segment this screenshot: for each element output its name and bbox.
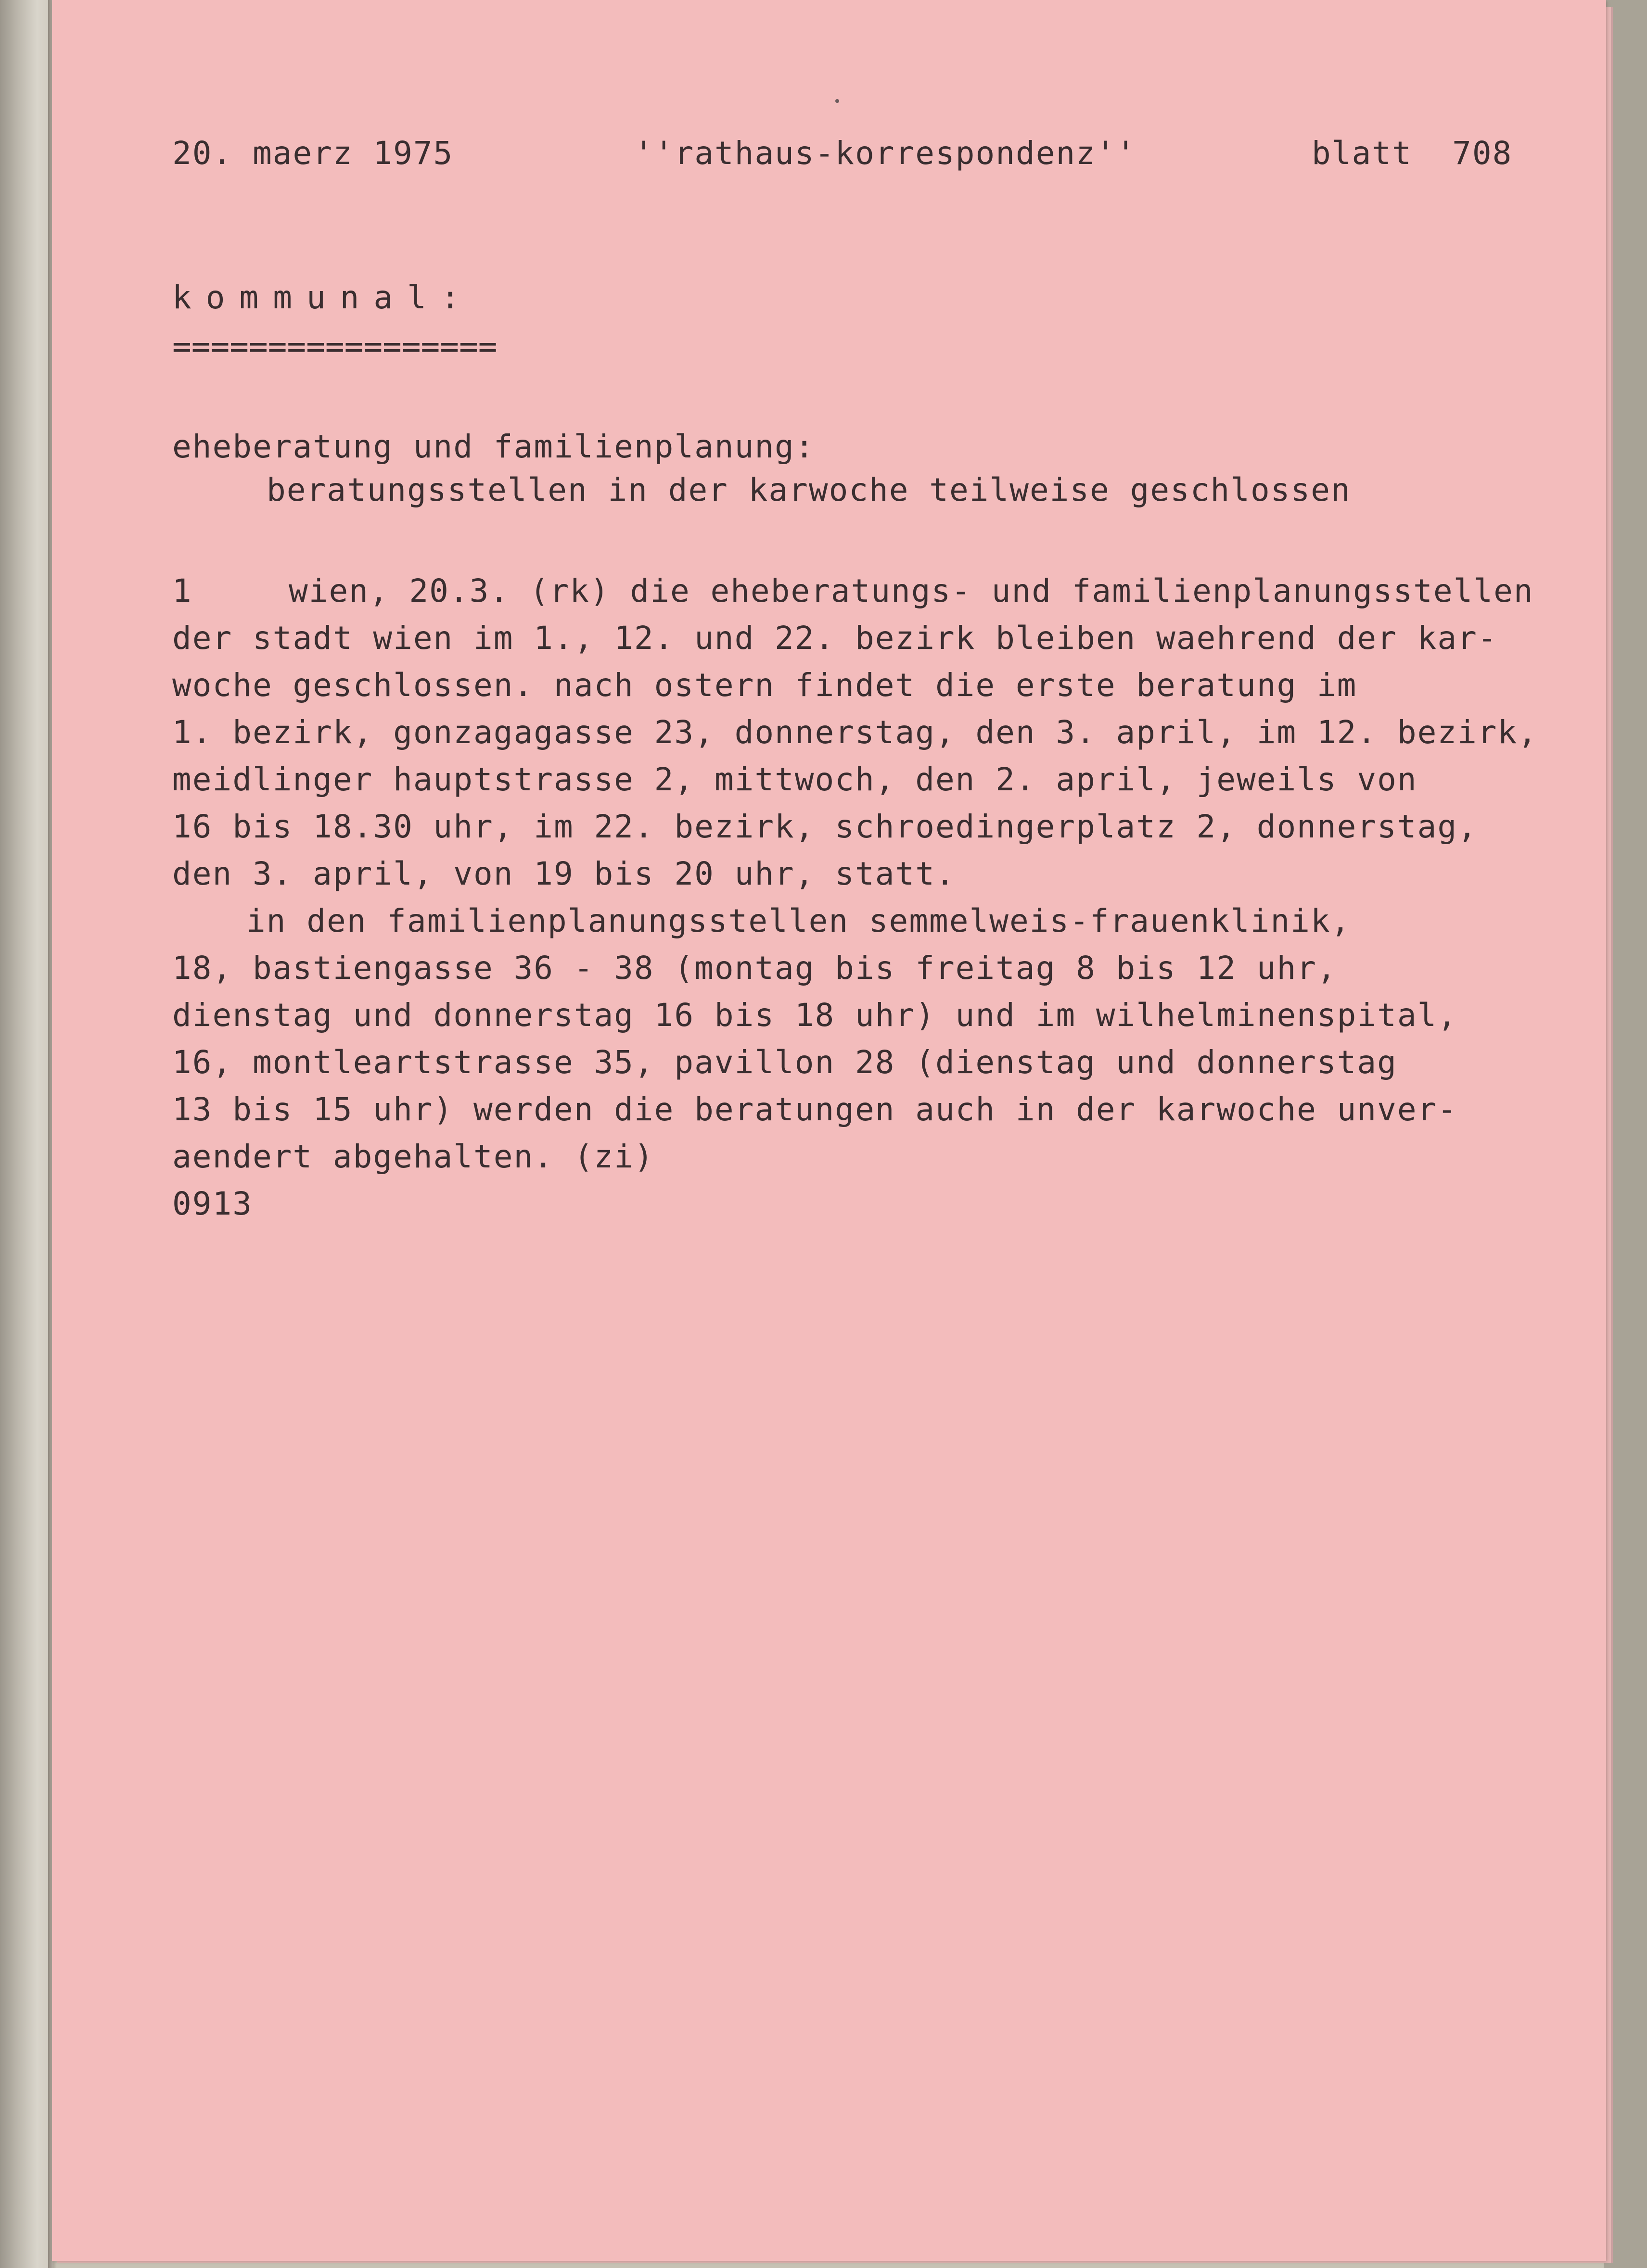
body-line: 13 bis 15 uhr) werden die beratungen auch in der karwoche unver- (172, 1091, 1458, 1128)
body-line: 16, montleartstrasse 35, pavillon 28 (dienstag und donnerstag (172, 1044, 1397, 1081)
article-headline: eheberatung und familienplanung: (172, 428, 815, 465)
body-line: der stadt wien im 1., 12. und 22. bezirk bleiben waehrend der kar- (172, 620, 1498, 657)
document-page (52, 0, 1606, 2261)
body-line: woche geschlossen. nach ostern findet die erste beratung im (172, 667, 1357, 704)
body-line: wien, 20.3. (rk) die eheberatungs- und familienplanungsstellen (289, 572, 1534, 609)
body-line: 1. bezirk, gonzagagasse 23, donnerstag, den 3. april, im 12. bezirk, (172, 714, 1538, 751)
article-number: 1 (172, 572, 192, 609)
header-date: 20. maerz 1975 (172, 135, 454, 172)
section-title: kommunal: (172, 279, 474, 316)
body-line: den 3. april, von 19 bis 20 uhr, statt. (172, 855, 956, 892)
article-subheadline: beratungsstellen in der karwoche teilweise geschlossen (267, 471, 1351, 508)
body-line: meidlinger hauptstrasse 2, mittwoch, den 2. april, jeweils von (172, 761, 1417, 798)
body-line: in den familienplanungsstellen semmelweis-frauenklinik, (246, 902, 1351, 939)
section-underline: ================= (172, 328, 498, 365)
article-code: 0913 (172, 1185, 253, 1222)
header-publication: ''rathaus-korrespondenz'' (634, 135, 1136, 172)
header-page-number: blatt 708 (1312, 135, 1513, 172)
body-line: 16 bis 18.30 uhr, im 22. bezirk, schroedingerplatz 2, donnerstag, (172, 808, 1478, 845)
body-line: 18, bastiengasse 36 - 38 (montag bis freitag 8 bis 12 uhr, (172, 950, 1337, 987)
paper-speck (835, 99, 839, 103)
body-line: aendert abgehalten. (zi) (172, 1138, 654, 1175)
book-binding (0, 0, 53, 2268)
body-line: dienstag und donnerstag 16 bis 18 uhr) und im wilhelminenspital, (172, 997, 1458, 1034)
